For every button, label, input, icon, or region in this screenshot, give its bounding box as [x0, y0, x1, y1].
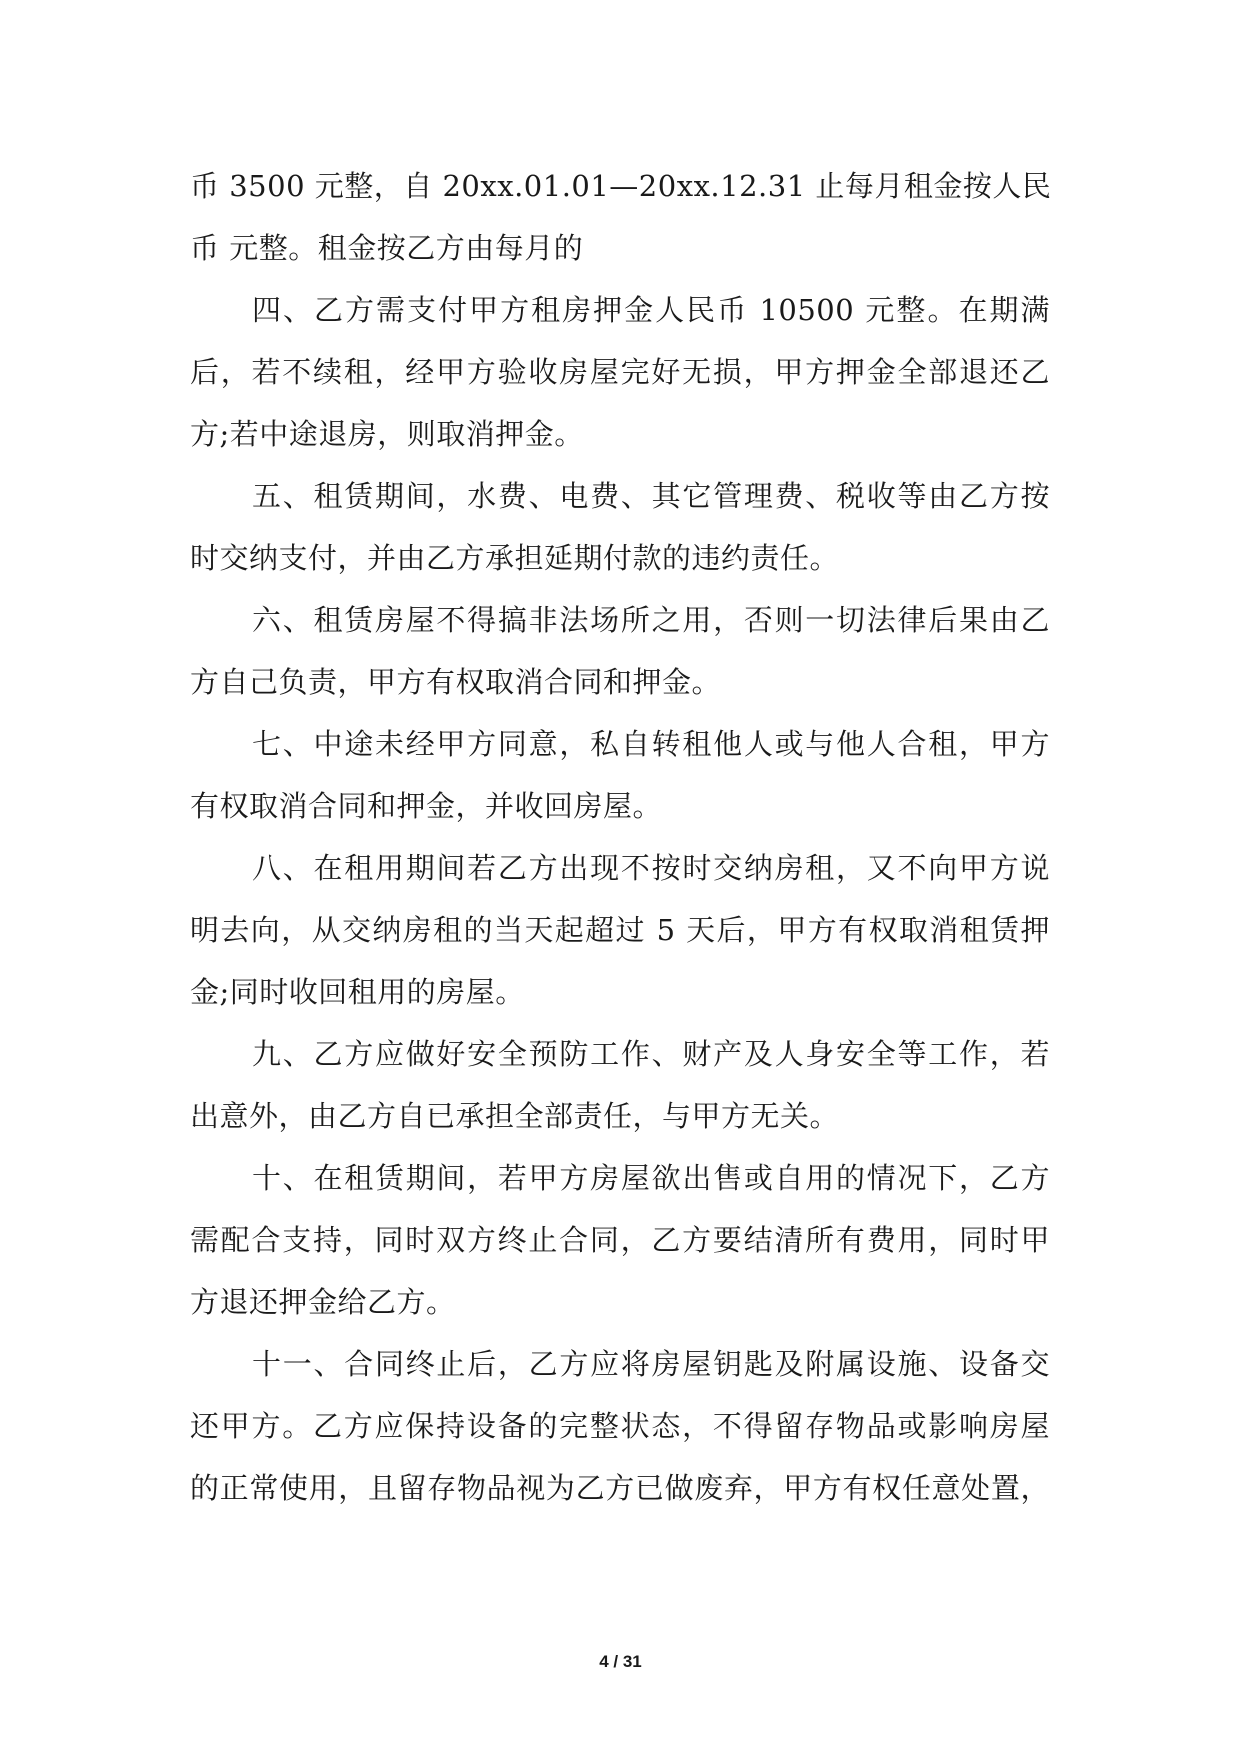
- text-line: 方退还押金给乙方。: [190, 1285, 456, 1319]
- text-line: 九、乙方应做好安全预防工作、财产及人身安全等工作，若: [252, 1037, 1050, 1071]
- contract-text: [190, 155, 1050, 1519]
- text-line: 时交纳支付，并由乙方承担延期付款的违约责任。: [190, 541, 840, 575]
- text-line: 十一、合同终止后，乙方应将房屋钥匙及附属设施、设备交: [252, 1347, 1050, 1381]
- text-line: 五、租赁期间，水费、电费、其它管理费、税收等由乙方按: [252, 479, 1050, 513]
- text-line: 后，若不续租，经甲方验收房屋完好无损，甲方押金全部退还乙: [190, 355, 1050, 389]
- page-number: 4 / 31: [599, 1652, 642, 1671]
- text-line: 十、在租赁期间，若甲方房屋欲出售或自用的情况下，乙方: [252, 1161, 1050, 1195]
- text-line: 币 3500 元整，自 20xx.01.01—20xx.12.31 止每月租金按人民: [190, 169, 1052, 203]
- text-line: 明去向，从交纳房租的当天起超过 5 天后，甲方有权取消租赁押: [190, 913, 1050, 947]
- text-line: 方自己负责，甲方有权取消合同和押金。: [190, 665, 722, 699]
- text-line: 六、租赁房屋不得搞非法场所之用，否则一切法律后果由乙: [252, 603, 1050, 637]
- text-line: 的正常使用，且留存物品视为乙方已做废弃，甲方有权任意处置，: [190, 1471, 1050, 1505]
- text-line: 币 元整。租金按乙方由每月的: [190, 231, 584, 265]
- text-line: 四、乙方需支付甲方租房押金人民币 10500 元整。在期满: [252, 293, 1050, 327]
- text-line: 需配合支持，同时双方终止合同，乙方要结清所有费用，同时甲: [190, 1223, 1050, 1257]
- text-line: 出意外，由乙方自已承担全部责任，与甲方无关。: [190, 1099, 840, 1133]
- text-line: 方;若中途退房，则取消押金。: [190, 417, 584, 451]
- text-line: 有权取消合同和押金，并收回房屋。: [190, 789, 663, 823]
- text-line: 八、在租用期间若乙方出现不按时交纳房租，又不向甲方说: [252, 851, 1050, 885]
- text-line: 还甲方。乙方应保持设备的完整状态，不得留存物品或影响房屋: [190, 1409, 1050, 1443]
- text-line: 七、中途未经甲方同意，私自转租他人或与他人合租，甲方: [252, 727, 1050, 761]
- text-line: 金;同时收回租用的房屋。: [190, 975, 525, 1009]
